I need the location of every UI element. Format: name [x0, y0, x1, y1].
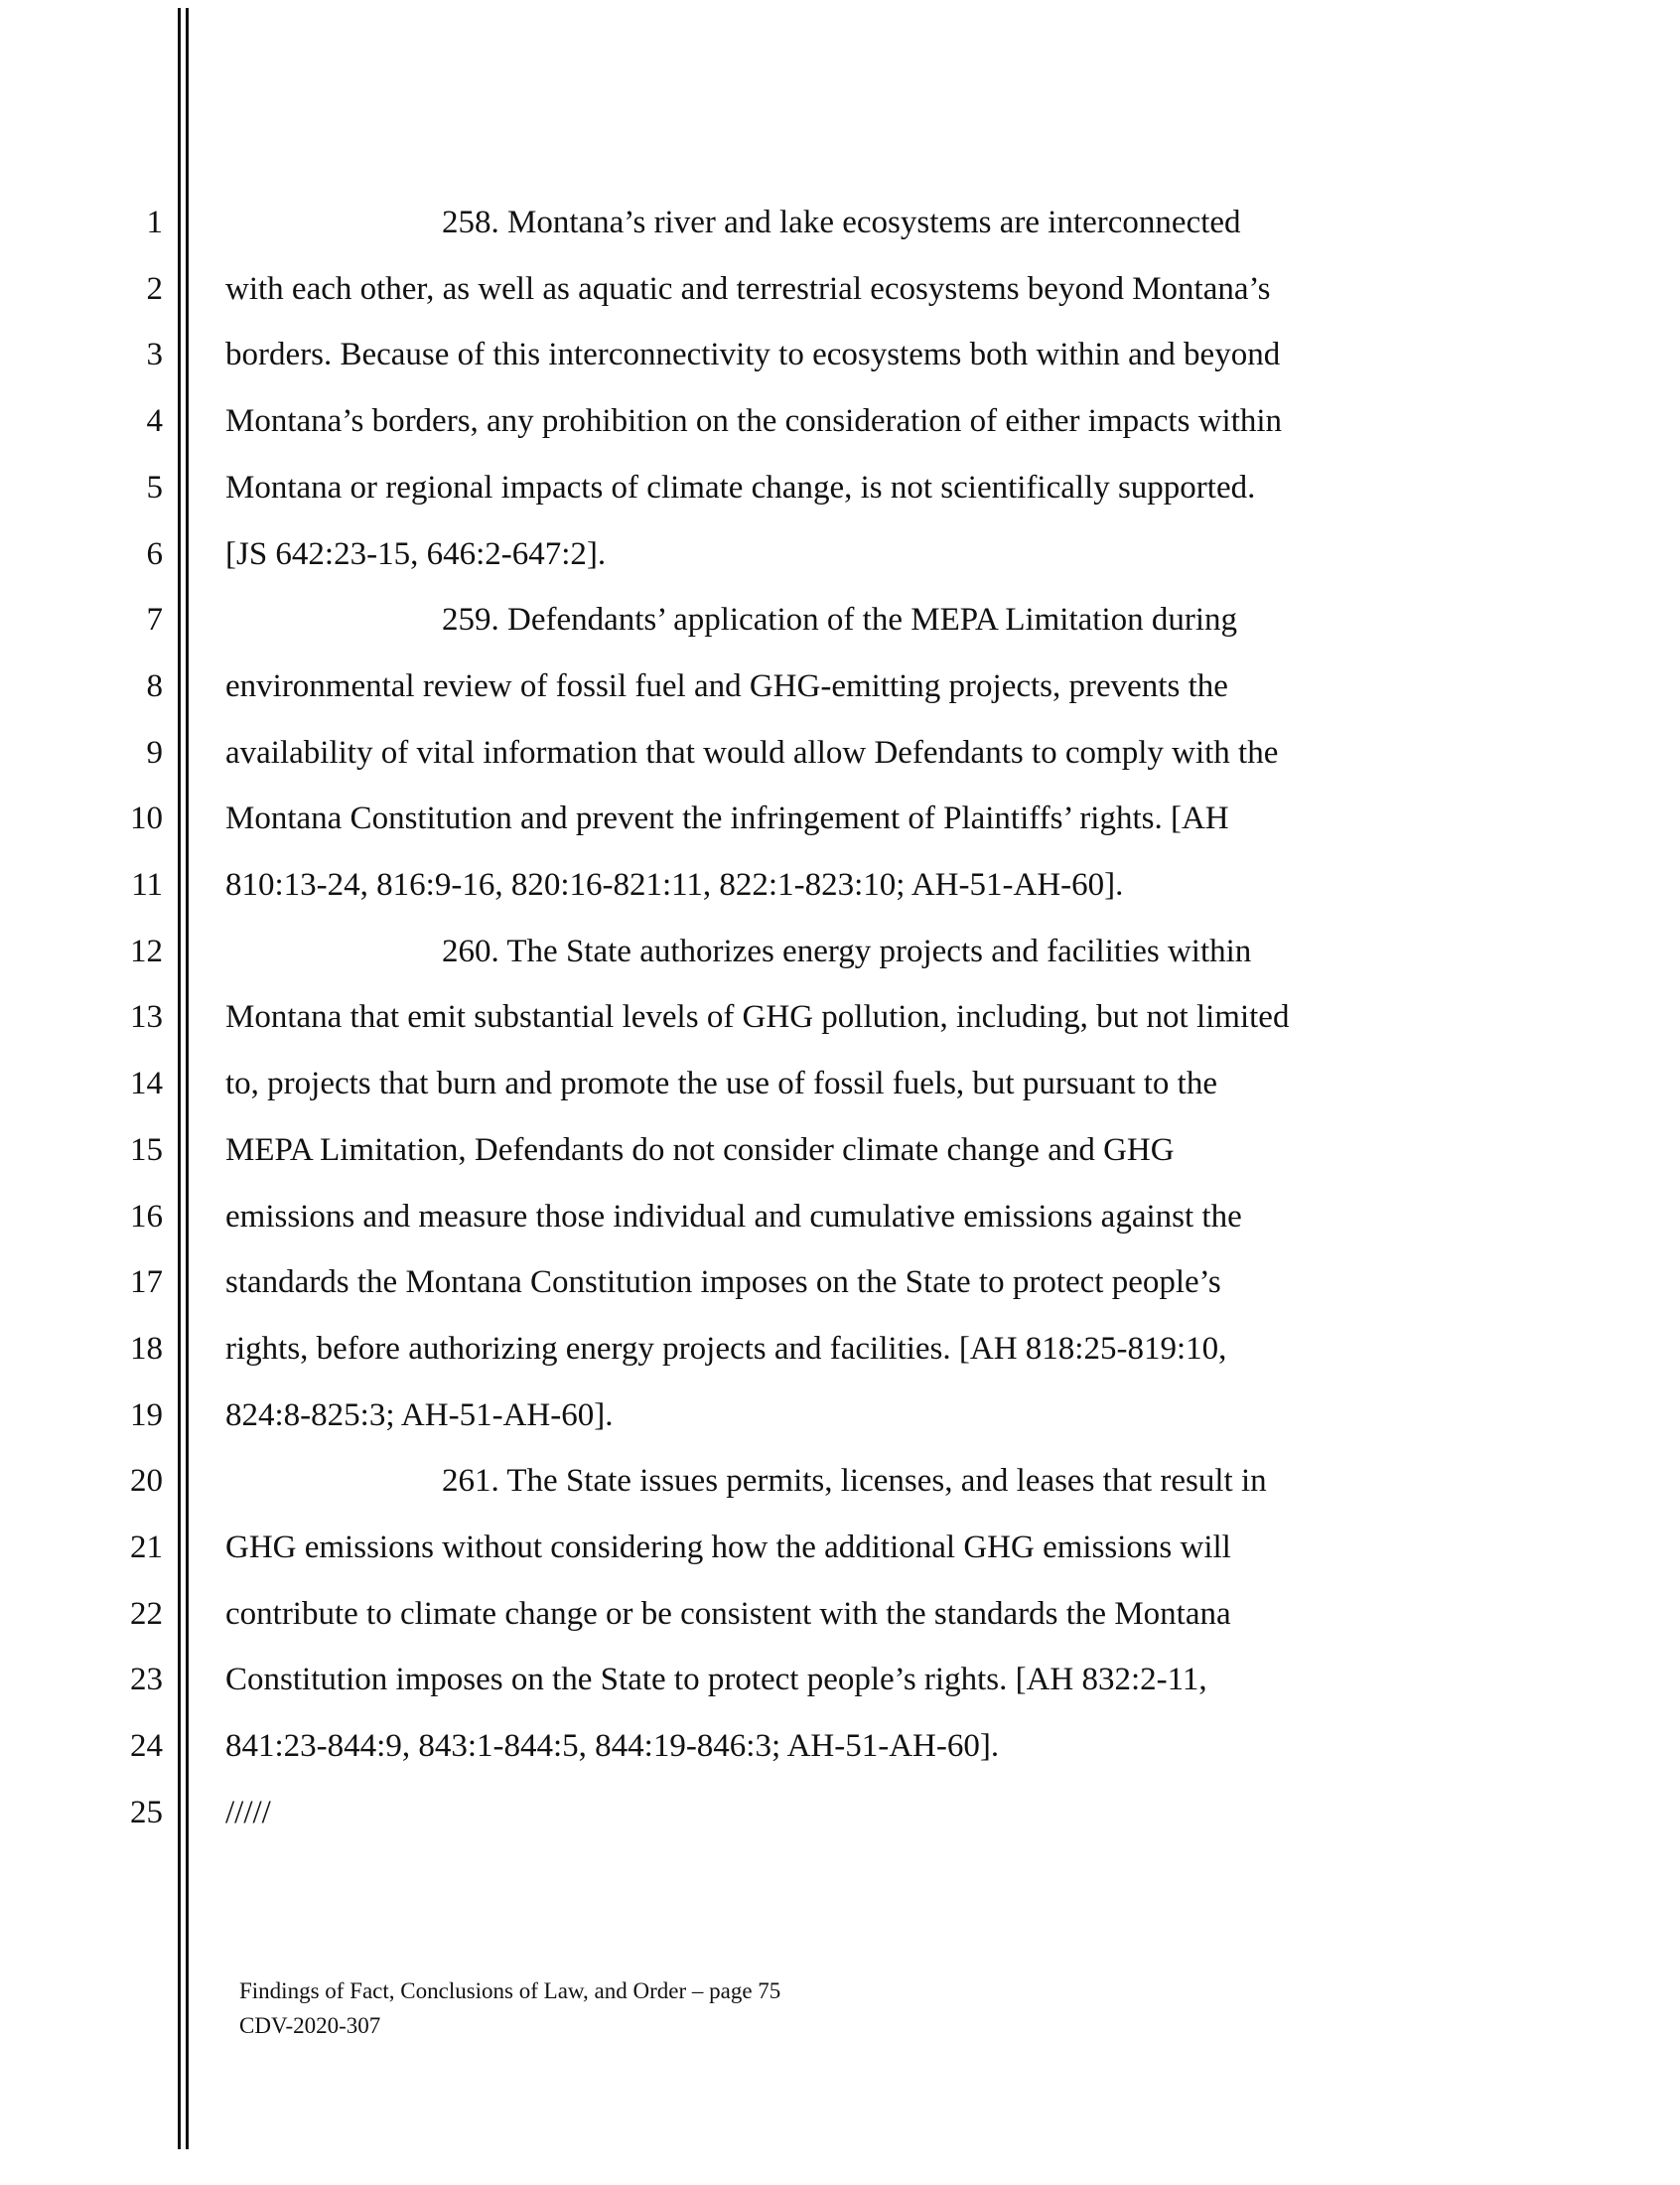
line-number: 24 — [130, 1728, 163, 1765]
text-line: environmental review of fossil fuel and GHG-emitting projects, prevents the — [225, 667, 1228, 704]
line-number: 25 — [130, 1794, 163, 1830]
text-line: Constitution imposes on the State to protect people’s rights. [AH 832:2-11, — [225, 1662, 1207, 1698]
line-number: 22 — [130, 1595, 163, 1632]
text-line: to, projects that burn and promote the use of fossil fuels, but pursuant to the — [225, 1066, 1217, 1102]
text-line: 259. Defendants’ application of the MEPA Limitation during — [442, 602, 1238, 639]
line-number: 9 — [146, 734, 163, 771]
text-line: [JS 642:23-15, 646:2-647:2]. — [225, 535, 607, 572]
line-number: 5 — [146, 469, 163, 506]
text-line: MEPA Limitation, Defendants do not consider climate change and GHG — [225, 1131, 1175, 1168]
text-line: 841:23-844:9, 843:1-844:5, 844:19-846:3; AH-51-AH-60]. — [225, 1728, 1000, 1765]
margin-rule-left — [178, 8, 181, 2149]
text-line: with each other, as well as aquatic and terrestrial ecosystems beyond Montana’s — [225, 270, 1271, 307]
text-line: Montana that emit substantial levels of GHG pollution, including, but not limited — [225, 999, 1290, 1036]
line-number: 8 — [146, 667, 163, 704]
text-line: availability of vital information that would allow Defendants to comply with the — [225, 734, 1279, 771]
text-line: GHG emissions without considering how the additional GHG emissions will — [225, 1530, 1231, 1565]
line-number: 18 — [130, 1330, 163, 1367]
line-number: 21 — [130, 1530, 163, 1565]
line-number: 15 — [130, 1131, 163, 1168]
footer-case-number: CDV-2020-307 — [239, 2013, 381, 2038]
line-number: 7 — [146, 602, 163, 639]
text-line: rights, before authorizing energy projects and facilities. [AH 818:25-819:10, — [225, 1330, 1227, 1367]
text-line: 810:13-24, 816:9-16, 820:16-821:11, 822:1-823:10; AH-51-AH-60]. — [225, 867, 1124, 903]
line-number: 17 — [130, 1264, 163, 1301]
line-number: 13 — [130, 999, 163, 1036]
text-line: Montana’s borders, any prohibition on the consideration of either impacts within — [225, 403, 1283, 440]
text-line: 258. Montana’s river and lake ecosystems are interconnected — [442, 205, 1241, 240]
line-number: 3 — [146, 337, 163, 373]
margin-rule-right — [186, 8, 189, 2149]
text-line: emissions and measure those individual and cumulative emissions against the — [225, 1198, 1242, 1235]
line-number: 19 — [130, 1396, 163, 1433]
text-line: 261. The State issues permits, licenses, and leases that result in — [442, 1463, 1267, 1500]
line-number: 14 — [130, 1066, 163, 1102]
text-line: borders. Because of this interconnectivity to ecosystems both within and beyond — [225, 337, 1281, 373]
line-number: 12 — [130, 933, 163, 969]
text-line: Montana or regional impacts of climate change, is not scientifically supported. — [225, 469, 1256, 506]
line-number: 16 — [130, 1198, 163, 1235]
line-number: 4 — [146, 403, 163, 440]
footer-title: Findings of Fact, Conclusions of Law, and Order – page 75 — [239, 1978, 781, 2003]
text-line: 824:8-825:3; AH-51-AH-60]. — [225, 1396, 614, 1433]
text-line: contribute to climate change or be consistent with the standards the Montana — [225, 1595, 1231, 1632]
line-number: 20 — [130, 1463, 163, 1500]
text-line: 260. The State authorizes energy projects and facilities within — [442, 933, 1252, 969]
text-line: ///// — [225, 1794, 271, 1830]
text-line: Montana Constitution and prevent the infringement of Plaintiffs’ rights. [AH — [225, 801, 1229, 837]
line-number: 2 — [146, 270, 163, 307]
line-number: 23 — [130, 1662, 163, 1698]
line-number: 1 — [146, 205, 163, 240]
text-line: standards the Montana Constitution imposes on the State to protect people’s — [225, 1264, 1221, 1301]
line-number: 10 — [130, 801, 163, 837]
line-number: 11 — [131, 867, 163, 903]
line-number: 6 — [146, 535, 163, 572]
